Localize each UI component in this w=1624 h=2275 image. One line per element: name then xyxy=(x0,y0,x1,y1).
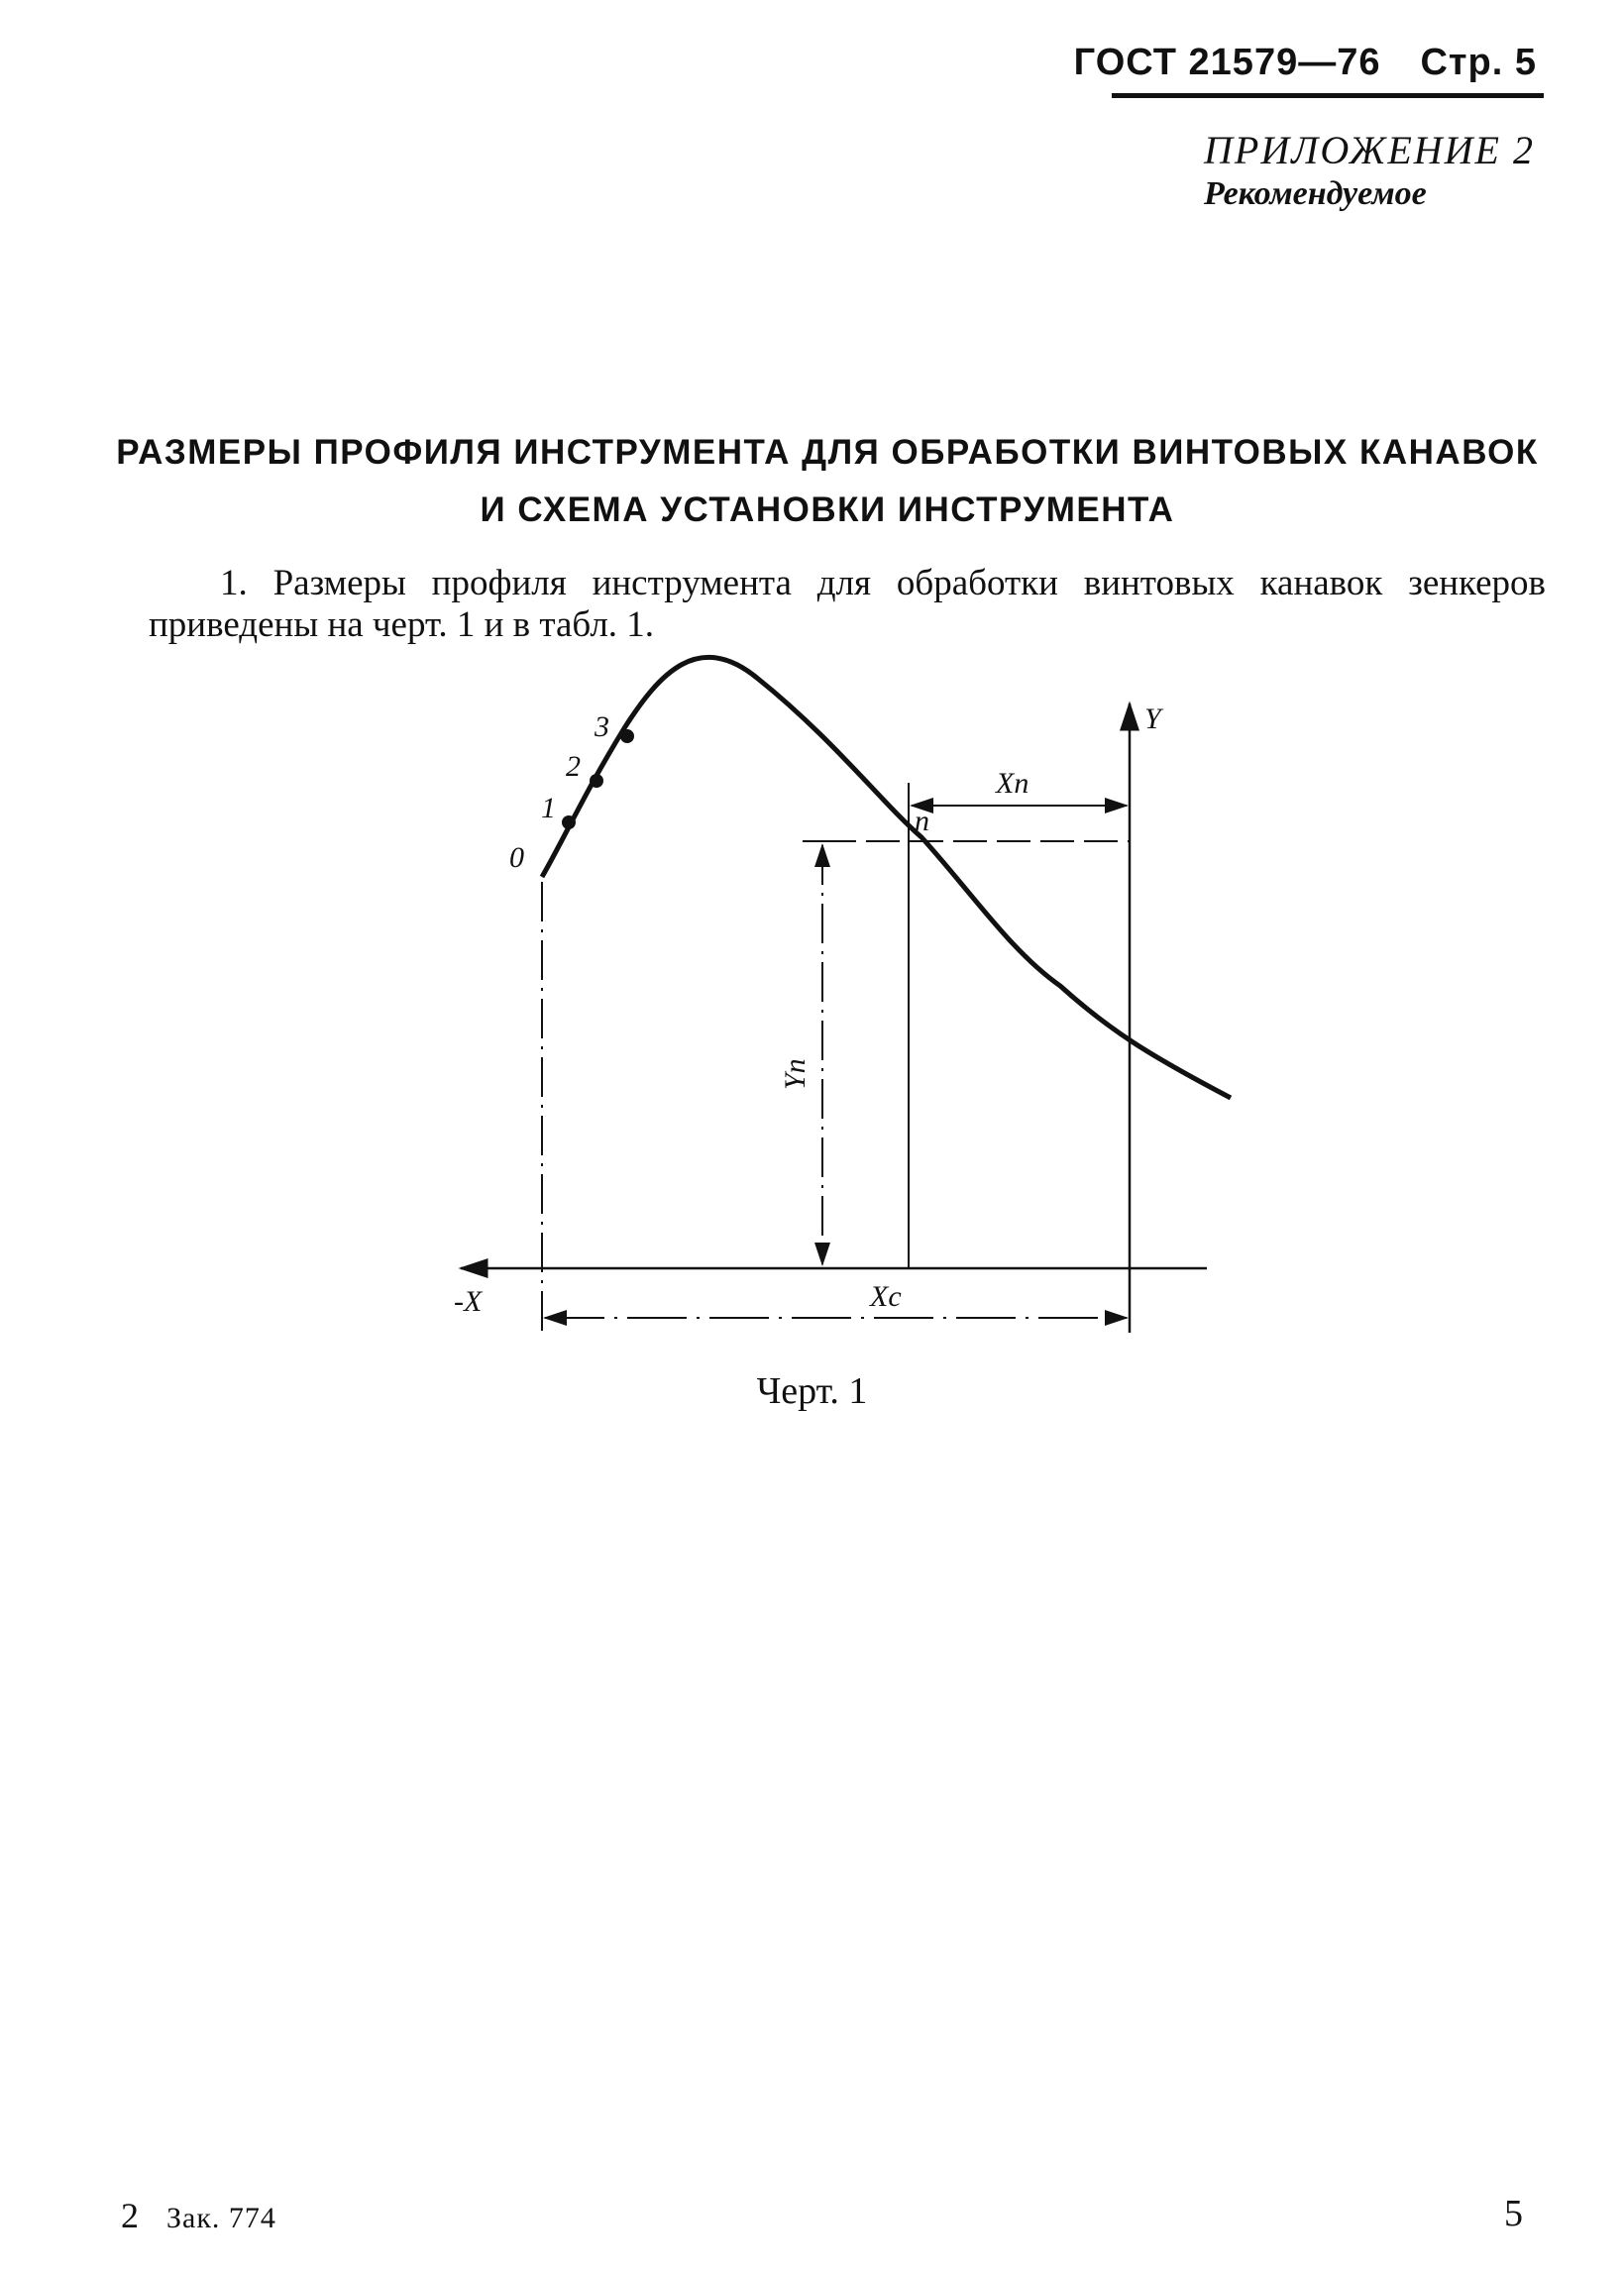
point-1-label: 1 xyxy=(541,792,556,824)
page-label: Стр. 5 xyxy=(1420,42,1537,83)
point-2-label: 2 xyxy=(566,750,581,783)
profile-point-2 xyxy=(590,774,603,788)
point-0-label: 0 xyxy=(509,841,524,874)
drawing-caption: Черт. 1 xyxy=(756,1370,868,1412)
order-number: Зак. 774 xyxy=(166,2202,276,2234)
paragraph-1: 1. Размеры профиля инструмента для обработки винтовых канавок зенкеров приведены на черт. 1 и в табл. 1. xyxy=(149,563,1546,645)
footer-left xyxy=(121,2195,276,2236)
point-n-label: n xyxy=(915,805,929,837)
header-rule xyxy=(1112,93,1544,98)
title-line-2: И СХЕМА УСТАНОВКИ ИНСТРУМЕНТА xyxy=(480,490,1175,529)
yn-label: Yn xyxy=(779,1058,812,1090)
profile-curve xyxy=(542,657,1231,1098)
page-number: 5 xyxy=(1504,2193,1523,2234)
profile-point-1 xyxy=(562,815,576,829)
appendix-status: Рекомендуемое xyxy=(1204,175,1427,212)
y-axis-label: Y xyxy=(1144,703,1161,735)
xc-label: Xc xyxy=(870,1280,902,1313)
xn-label: Xn xyxy=(996,767,1029,800)
section-title xyxy=(109,424,1546,539)
profile-drawing xyxy=(416,634,1248,1348)
neg-x-axis-label: -X xyxy=(454,1285,483,1318)
point-3-label: 3 xyxy=(595,710,609,743)
profile-point-3 xyxy=(620,729,634,743)
sheet-number: 2 xyxy=(121,2196,139,2235)
title-line-1: РАЗМЕРЫ ПРОФИЛЯ ИНСТРУМЕНТА ДЛЯ ОБРАБОТКИ ВИНТОВЫХ КАНАВОК xyxy=(116,433,1539,472)
appendix-mark xyxy=(1204,127,1535,213)
standard-number: ГОСТ 21579—76 xyxy=(1073,42,1381,83)
appendix-number: ПРИЛОЖЕНИЕ 2 xyxy=(1204,128,1535,172)
page-header xyxy=(1074,42,1537,84)
